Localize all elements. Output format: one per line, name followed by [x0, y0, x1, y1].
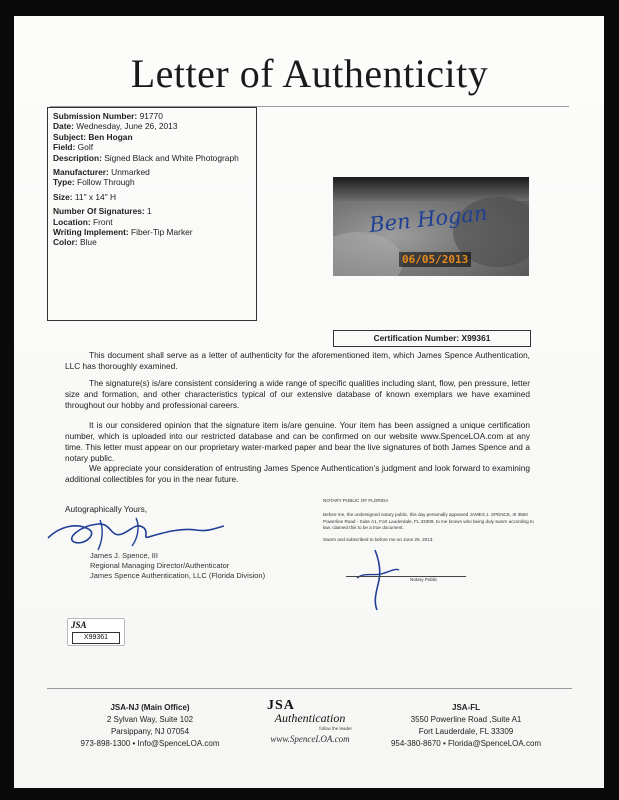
- jsa-logo: JSA Authentication follow the leader www.SpenceLOA.com: [262, 698, 358, 744]
- description-row: Description: Signed Black and White Photograph: [53, 152, 239, 163]
- sticker-logo: JSA: [71, 620, 87, 630]
- sticker-number: X99361: [72, 632, 120, 644]
- notary-text: Before me, the undersigned notary public, this day personally appeared JAMES J. SPENCE, III 3550 Powerline Road - Suite A1, Fort Lauderdale, FL 33309, to me known who being duly sworn according to law, claimed this to be a true document.: [323, 512, 534, 531]
- signer-block: [90, 551, 265, 581]
- footer-divider: [47, 688, 572, 689]
- color-row: Color: Blue: [53, 237, 97, 248]
- paragraph-4: We appreciate your consideration of entrusting James Spence Authentication’s judgment and look forward to examining additional collectibles for you in the near future.: [65, 463, 530, 484]
- footer-fl-office: JSA-FL 3550 Powerline Road ,Suite A1 Fort Lauderdale, FL 33309 954-380-8670 • Florida@SpenceLOA.com: [390, 703, 542, 748]
- autographed-photo: [333, 177, 529, 276]
- certification-number-box: Certification Number: X99361: [333, 330, 531, 347]
- page-title: Letter of Authenticity: [130, 51, 489, 96]
- paragraph-3: It is our considered opinion that the signature item is/are genuine. Your item has been assigned a unique certification number, which is uploaded into our restricted database and can be confirmed on our website www.SpenceLOA.com at any time. This letter must appear on our proprietary water-marked paper and bear the live signatures of both James Spence and a notary public.: [65, 420, 530, 463]
- manufacturer-row: Manufacturer: Unmarked: [53, 167, 150, 178]
- size-row: Size: 11" x 14" H: [53, 191, 117, 202]
- subject-row: Subject: Ben Hogan: [53, 131, 133, 142]
- paragraph-2: The signature(s) is/are consistent considering a wide range of specific qualities including slant, flow, pen pressure, letter size and formation, and other characteristics typical of our extensive database of known exemplars we have examined throughout our hobby and professional careers.: [65, 378, 530, 410]
- location-row: Location: Front: [53, 216, 113, 227]
- footer-nj-office: JSA-NJ (Main Office) 2 Sylvan Way, Suite 102 Parsippany, NJ 07054 973-898-1300 • Info@SpenceLOA.com: [80, 703, 220, 748]
- notary-line-label: Notary Public: [410, 577, 438, 582]
- footer-website: www.SpenceLOA.com: [270, 734, 350, 744]
- paragraph-1: This document shall serve as a letter of authenticity for the aforementioned item, which James Spence Authentication, LLC has thoroughly examined.: [65, 350, 530, 371]
- date-row: Date: Wednesday, June 26, 2013: [53, 121, 178, 132]
- signer-name: James J. Spence, III: [90, 551, 158, 560]
- notary-signature: [355, 548, 400, 613]
- jsa-sticker: [67, 618, 125, 646]
- implement-row: Writing Implement: Fiber-Tip Marker: [53, 227, 193, 238]
- signatures-row: Number Of Signatures: 1: [53, 206, 152, 217]
- closing: Autographically Yours,: [65, 504, 148, 514]
- signer-company: James Spence Authentication, LLC (Florida Division): [90, 571, 266, 580]
- authenticator-signature: [40, 508, 230, 552]
- item-details-box: [47, 107, 257, 321]
- photo-date-stamp: 06/05/2013: [399, 252, 471, 267]
- type-row: Type: Follow Through: [53, 177, 135, 188]
- notary-signature-line: [346, 576, 466, 577]
- notary-block: [323, 498, 538, 543]
- notary-heading: NOTARY PUBLIC OF FLORIDA: [323, 498, 389, 503]
- field-row: Field: Golf: [53, 142, 94, 153]
- photo-signature: Ben Hogan: [368, 200, 489, 238]
- signer-title: Regional Managing Director/Authenticator: [90, 561, 230, 570]
- notary-sworn: Sworn and subscribed to before me on June 26, 2013.: [323, 536, 434, 542]
- submission-row: Submission Number: 91770: [53, 111, 163, 121]
